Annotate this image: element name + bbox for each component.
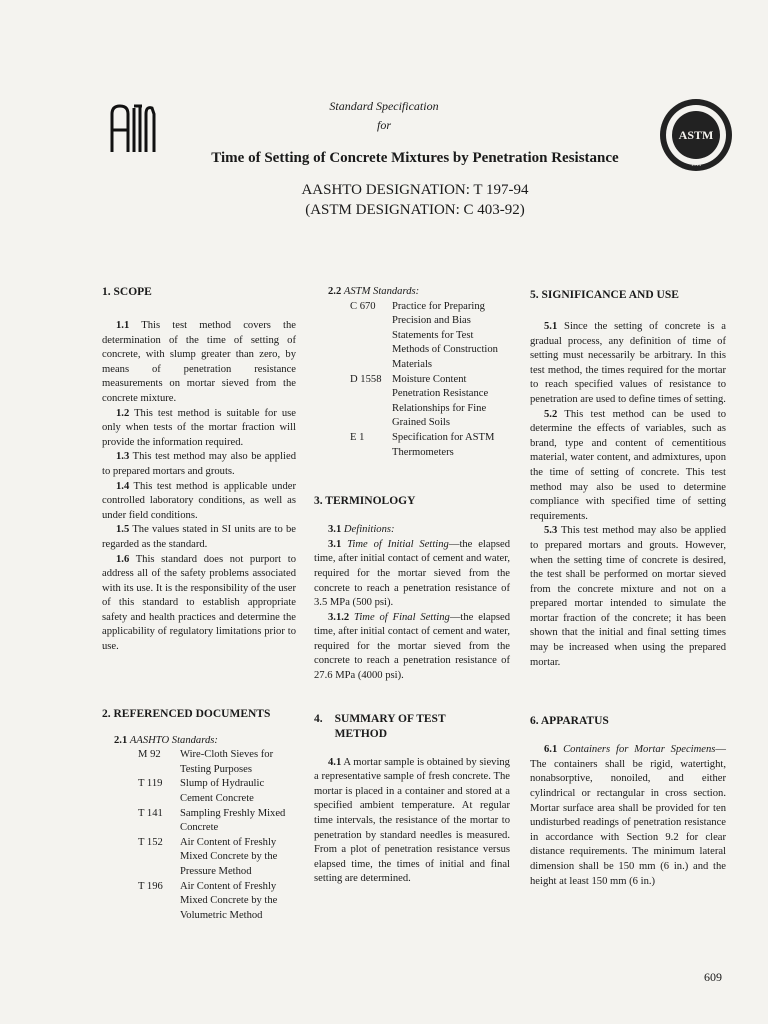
ref-t141: T 141 Sampling Freshly Mixed Concrete xyxy=(138,807,286,834)
referenced-documents-heading: 2. REFERENCED DOCUMENTS xyxy=(102,707,271,720)
ref-c670: C 670 Practice for Preparing Precision and Bias Statements for Test Methods of Construction Materials xyxy=(350,300,498,370)
scope-1-3: 1.3 This test method may also be applied to prepared mortars and grouts. xyxy=(102,451,296,477)
scope-1-5: 1.5 The values stated in SI units are to be regarded as the standard. xyxy=(102,524,296,550)
kicker-for: for xyxy=(376,118,391,132)
ref-m92: M 92 Wire-Cloth Sieves for Testing Purposes xyxy=(138,749,274,775)
term-initial-setting: 3.1 Time of Initial Setting—the elapsed time, after initial contact of cement and water, required for the mortar sieved from the concrete to reach a penetration resistance of 3.5 MPa (500 psi). xyxy=(314,538,511,609)
ref-t196: T 196 Air Content of Freshly Mixed Concrete by the Volumetric Method xyxy=(138,880,278,921)
astm-standards: 2.2 ASTM Standards: C 670 Practice for Preparing Precision and Bias Statements for Test Methods of Construction Materials D 1558 Moisture Content Penetration Resistance Relationships for Fine Grained Soils E 1 Specification for ASTM Thermometers xyxy=(314,285,510,460)
ref-e1: E 1 Specification for ASTM Thermometers xyxy=(350,431,495,458)
astm-seal xyxy=(658,97,734,173)
apparatus-6-1: 6.1 Containers for Mortar Specimens—The containers shall be rigid, watertight, nonabsorptive, nonoiled, and either cylindrical or rectangular in cross section. Mortar surface area shall be provided for ten undisturbed readings of penetration resistance in accordance with Section 9.2 for clear distance requirements. The minimum lateral dimension shall be 150 mm (6 in.) and the height at least 150 mm (6 in.) xyxy=(530,744,726,887)
significance-5-1: 5.1 Since the setting of concrete is a gradual process, any definition of time of setting must necessarily be arbitrary. In this test method, the times required for the mortar to reach specified values of resistance to penetration are used to define times of setting. xyxy=(530,321,726,405)
significance-5-3: 5.3 This test method may also be applied to prepared mortars and grouts. However, when the setting time of concrete is desired, the test shall be performed on mortar sieved from the concrete mixture and not on a prepared mortar intended to simulate the mortar fraction of the concrete; it has been shown that the initial and final setting times may be increased when using the prepared mortar. xyxy=(530,525,726,668)
definitions-label: 3.1 Definitions: xyxy=(328,524,395,536)
aashto-standards: 2.1 AASHTO Standards: M 92 Wire-Cloth Sieves for Testing Purposes T 119 Slump of Hydraulic Cement Concrete T 141 Sampling Freshly Mixed Concrete T 152 Air Content of Freshly Mixed Concrete by the Pressure Method T 196 Air Content of Freshly Mixed Concrete by the Volumetric Method xyxy=(102,734,296,924)
column-2 xyxy=(314,285,510,887)
column-3 xyxy=(530,285,726,889)
significance-heading: 5. SIGNIFICANCE AND USE xyxy=(530,289,679,301)
scope-heading: 1. SCOPE xyxy=(102,286,152,298)
astm-designation: (ASTM DESIGNATION: C 403-92) xyxy=(305,202,525,218)
aashto-designation: AASHTO DESIGNATION: T 197-94 xyxy=(301,182,529,198)
ref-t152: T 152 Air Content of Freshly Mixed Concrete by the Pressure Method xyxy=(138,836,278,877)
summary-heading: 4. SUMMARY OF TEST METHOD xyxy=(314,712,446,740)
kicker-standard-specification: Standard Specification xyxy=(329,99,439,113)
apparatus-heading: 6. APPARATUS xyxy=(530,715,609,728)
page-number: 609 xyxy=(704,970,722,984)
scope-1-6: 1.6 This standard does not purport to address all of the safety problems associated with its use. It is the responsibility of the user of this standard to establish appropriate safety and health practices and determine the applicability of regulatory limitations prior to use. xyxy=(102,553,296,653)
seal-year: 1914 xyxy=(691,163,701,168)
document-title: Time of Setting of Concrete Mixtures by Penetration Resistance xyxy=(211,150,619,166)
column-1 xyxy=(102,285,296,923)
terminology-heading: 3. TERMINOLOGY xyxy=(314,495,416,508)
scope-1-2: 1.2 This test method is suitable for use only when tests of the mortar fraction will provide the information required. xyxy=(102,407,296,448)
significance-5-2: 5.2 This test method can be used to determine the effects of variables, such as brand, type and content of cementitious material, water content, and admixtures, upon the time of setting of concrete. This test method may also be used to determine compliance with specified time of setting requirements. xyxy=(530,408,726,522)
scope-1-4: 1.4 This test method is applicable under controlled laboratory conditions, as well as under field conditions. xyxy=(102,480,296,521)
summary-4-1: 4.1 A mortar sample is obtained by sieving a representative sample of fresh concrete. The mortar is placed in a container and stored at a specified ambient temperature. At regular time intervals, the resistance of the mortar to penetration by standard needles is measured. From a plot of penetration resistance versus elapsed time, the times of initial and final setting are determined. xyxy=(314,756,510,885)
term-final-setting: 3.1.2 Time of Final Setting—the elapsed time, after initial contact of cement and water, required for the mortar sieved from the concrete to reach a penetration resistance of 27.6 MPa (4000 psi). xyxy=(314,611,510,682)
svg-text:ASTM: ASTM xyxy=(678,128,714,142)
ref-t119: T 119 Slump of Hydraulic Cement Concrete xyxy=(138,778,265,805)
ref-d1558: D 1558 Moisture Content Penetration Resistance Relationships for Fine Grained Soils xyxy=(350,373,489,429)
scope-1-1: 1.1 This test method covers the determination of the time of setting of concrete, with slump greater than zero, by means of penetration resistance measurements on mortar sieved from the concrete mixture. xyxy=(102,320,296,404)
